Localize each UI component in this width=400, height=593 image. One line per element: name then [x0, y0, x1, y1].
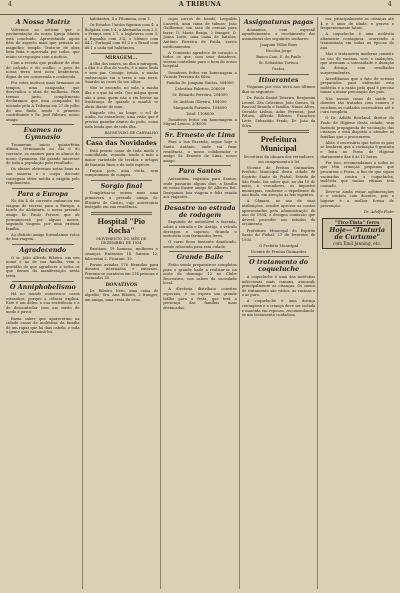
- article-title: O Anniphobelismo: [9, 282, 76, 291]
- donation-item: Celestina Fabrício, 20$000: [174, 87, 226, 92]
- article-paragraph: Mas o tratamento moderno consiste no uso de vacinas, soro e inalações, que atenuam a intensidade e duração da doença, com resultados surpreendentes.: [320, 52, 394, 75]
- article-title: A Nossa Matriz: [15, 18, 71, 26]
- article-paragraph: No dia 4 do corrente embarcou em viagem de recreio para a Europa, a bordo do Alcântara, o nosso prezado amigo Sr. Paulo Ferrari, que ali permanecerá por alguns meses, seguindo viagem, por uma extensa família.: [6, 199, 80, 231]
- article-paragraph: O Dr. Adolfo Rowland, diretor do Posto de Higiene desta cidade, vem fazendo propaganda de vacinação das crianças e está disposto a atender as famílias que o procurarem.: [320, 116, 394, 139]
- columns: [4, 17, 396, 589]
- section-heading: DONATIVOS: [105, 282, 138, 288]
- donation-item: Sr. Eduardo Ferreira, 20$000: [172, 93, 228, 98]
- divider: [248, 256, 310, 257]
- poem-stanza: Naquele céu, ao longe, o sol de sonho, no entardecer, uma visão que é preciso guardar dentro do peito, como toda lenda que de toda ilha.: [84, 110, 159, 129]
- article-title: Casa das Novidades: [86, 139, 157, 148]
- article-paragraph: Existiam: 19 homens, mulheres e crianças. Entraram 14. Saíram 12, faleceram 2. Ficaram: 19.: [84, 247, 159, 261]
- article-paragraph: Donativos feitos em homenagem a Miguel Lemos, 20$000.: [163, 117, 237, 127]
- column-1: [4, 17, 83, 589]
- divider: [12, 244, 74, 245]
- article-paragraph: Para a sua Fazenda, segue hoje a Santo Antônio, onde vai fixar residência, o nosso colaborador e amigo Sr. Ernesto de Lima, nosso amigo.: [163, 140, 237, 163]
- divider: [169, 202, 231, 203]
- divider: [12, 281, 74, 282]
- article-title: Para Santos: [178, 167, 222, 176]
- divider: [91, 212, 153, 215]
- page-header: [0, 0, 400, 15]
- subscriber-item: Nicolau Jorge: [265, 48, 292, 53]
- divider: [169, 129, 231, 130]
- article-paragraph: O sr. João Alfredo Ribeiro, em seu nome e no de sua família, vem a gratidão de que agradecer a todos os que deram da manifestação nesta terra.: [6, 255, 80, 278]
- article-title: Sr. Ernesto de Lima: [164, 130, 236, 139]
- hospital-subtitle: MOVIMENTO DO MÊS DE DEZEMBRO DE 1934: [96, 236, 147, 246]
- article-paragraph: A diretoria distribuiu convites especiais, e se espera um grande brilho para a festa, que terá a presença das famílias mais destacadas.: [163, 287, 237, 310]
- subscriber-item: Gratos.: [271, 67, 286, 72]
- article-title: Agradecendo: [19, 246, 67, 255]
- article-paragraph: Dr. Ribeiro Neto, uma caixa de algodão; Sra. Ana Ribeiro, 2 frangos; um amigo, uma cesta de ovos.: [84, 288, 159, 302]
- article-paragraph: Basta saber que apareceram na cidade casos de moléstias da família de um rapaz que há dias cabelo, e toda a gente quis examiná-los.: [6, 316, 80, 335]
- column-3: [161, 17, 240, 589]
- article-paragraph: Aliás, é necessário que todos os pais se lembrem que a vacinação é gratuita e feita no Posto de Higiene diariamente das 8 às 11 horas.: [320, 140, 394, 159]
- article-signature: Dr. Adolfo Flohr: [364, 209, 394, 214]
- article-paragraph: Foram aviadas 176 fórmulas para doentes internados e externos. Fizeram-se curativos em 214 pessoas e vacinados 30.: [84, 262, 159, 281]
- subscriber-item: Banco Com. E. do Paulo: [256, 54, 301, 59]
- article-paragraph: ros, principalmente as crianças até 4 e 5 anos de idade, e graves e frequentemente fatais.: [320, 17, 394, 31]
- divider: [12, 124, 74, 125]
- article-paragraph: A coqueluche é uma das moléstias infecciosas mais comuns, atacando principalmente as crianças. Os meios de tratamento são vários, as vacinas e o ar puro.: [241, 274, 316, 298]
- article-paragraph: Nas nossas casas de saúde os doentes são tratados com esmero e recebem os cuidados necessários até à cura completa.: [320, 96, 394, 115]
- poem-stanza: A ilha dos mares, ou ilha a miragem, a ilha é a ilha de vocês, é a mais linda e sem par. Comigo, irmão, a minha embarcação vai a terra a sua terra. Guardei as cores do seu olhar.: [84, 61, 159, 85]
- divider: [91, 53, 153, 54]
- article-paragraph: Por estes motivos mais firmamos os tempos, uma campanha que desvendou a obra de melhoria. Para termos justo, complemento declaramos que essa campanha foi iniciada pela A Tribuna em 27 de julho do ano findo, tendo o primeiro contribuinte o Sr. José Ribeiro, nosso amigo.: [6, 81, 80, 122]
- article-paragraph: Volvemos ao noticiar que o pavimentação do nosso Igreja Matriz está concluído. Aproveitando agora fiéis de aspecto mais que pensam no magnífico templo. Trata-se de obra bem feita e aprovada por todos, que muito se regozijou com a notícia.: [6, 27, 80, 60]
- article-paragraph: A Comissão agradece de coração a todos os que, com seus donativos, vieram contribuir para o bem do nosso hospital.: [163, 50, 237, 69]
- poem-stanza: Não te escondo, no vale, a minha ilha e o que há nela. Que mágoa quem não a ama, quem não a viu brotar na lembrança de quando a manhã se abriu diante de mim.: [84, 86, 159, 109]
- article-paragraph: Por isso, recomendamos a todos os que têm crianças pequenas que procurem o Posto, a fim de que sejam vacinadas contra a coqueluche, moléstia que tantas vítimas tem causado.: [320, 160, 394, 188]
- article-paragraph: Está pronto casar de toda moda e comodidade, reunida, tendo à mão a maior variedade de tecidos e artigos de fantasia finos e de toda espécie.: [84, 148, 159, 167]
- article-title: O tratamento do coqueluche: [249, 258, 309, 274]
- article-paragraph: Com a receita que produzir de obra de calçado e do soalho, o povo de nossa terra terá nova benfeitoria, digna de ser conservada e conhecida.: [6, 61, 80, 79]
- section-subtitle: Secretário da câmara dos vereadores em cumprimento à lei: [243, 155, 314, 164]
- divider: [169, 251, 231, 252]
- article-paragraph: Prefeitura Municipal do Espírito Santo do Pinhal, 27 de fevereiro de 1935.: [241, 228, 316, 242]
- article-title: Para a Europa: [17, 189, 69, 198]
- divider: [91, 137, 153, 138]
- article-paragraph: Completou-se ontem mais uma primavera o prezado amigo Sr. Elisiário de Castro, cujo aniversário festejado em sua residência.: [84, 191, 159, 210]
- hospital-title: Hospital "Pio Rocha": [97, 216, 146, 235]
- article-paragraph: Dr. Paulo Daniel Teixeira, Benjamim Leonel, Zéo Celestino, João Gomes, Sr. Pascoal Branda e família, Ninon Alves, Osvaldo Lisboa, Adão Ferreira, José Peluso, Alfredo Ribeiro, Francisco Leite, Sebastião Prado, Dr. João da Silva.: [241, 95, 316, 128]
- article-paragraph: Anteontem, viajaram para Santos, onde passarão alguns dias, a família de nosso ilustre amigo Sr. Alberto Bel. Desejamos boa viagem e feliz estada aos viajantes.: [163, 176, 237, 200]
- subscriber-item: Sr. Sebastião Tortoca: [258, 61, 299, 66]
- article-title: Itinerantes: [258, 75, 299, 84]
- column-5: [318, 17, 396, 589]
- article-paragraph: Acusamos, com especial agradecimento, o recebimento das assinaturas dos seguintes senhores:: [241, 27, 316, 41]
- article-paragraph: Trouxeram início quinta-feira última, terminando no dia 6 do corrente, os exames para os alunos do nosso Gymnasio. Há grande interesse de toda a população pelo resultado.: [6, 142, 80, 166]
- article-paragraph: Vicente de Freitas Guimarães, Prefeito Municipal desta cidade de Espírito Santo do Pinhal, Estado de São Paulo, faz saber que, no dia 10 de maio, a vereadores, os impostos municipais, conforme o expediente do ano findo, em atenção as leis vigentes.: [241, 165, 316, 198]
- article-paragraph: O carro ficou bastante danificado, sendo rebocado para esta cidade.: [163, 240, 237, 249]
- ad-heading: "Tiro-Tinta" ferro: [334, 221, 380, 227]
- subscriber-item: Joaquim Villas Boas: [260, 42, 298, 47]
- article-paragraph: cujos carros de bonde, Leopoldo Luzzetti, uma caixa de tábuas; João Guilherme, um saco de cereais para fazer; D. Maria Braga, 2 frangos; D. Joana Leite, uma caixa de batatas; Antônio Ferreira de Paula, varios medicamentos.: [163, 17, 237, 49]
- article-paragraph: Seguindo de automóvel a fazenda, sobre a estrada o Dr. Araújo, o veículo derrapou e capotou, ficando o motorista com ferimentos leves.: [163, 220, 237, 239]
- page-number-left: 4: [8, 1, 13, 8]
- article-title: MIRAGEM...: [105, 55, 138, 61]
- article-paragraph: Há no mundo numerosos casos estranhos, porque a ciência explica. Este é um deles: a sua resistência e a de descontrolar com um misto de medo e pavor.: [6, 292, 80, 315]
- section-title: Prefeitura Municipal: [260, 135, 297, 154]
- divider: [91, 180, 153, 181]
- column-2: [83, 17, 162, 589]
- article-paragraph: Donativos feitos em homenagem a Vicente Ferreira da Silva.: [163, 70, 237, 80]
- article-title: Sorgio final: [100, 181, 143, 190]
- masthead: A TRIBUNA: [178, 1, 222, 8]
- article-paragraph: A coqueluche é uma doença contagiosa e a criança deve ser isolada e mantida em repouso, recomendando-se um tratamento cuidadoso.: [241, 299, 316, 318]
- signature-name: Vicente de Freitas Guimarães: [250, 249, 307, 254]
- article-paragraph: Os Estados Unidos figuram com 4, a Bulgária com 1.4, a Alemanha com 2.5, a França com 2.7, a Inglaterra com 3, a Espanha com 3.4, o México com 44.1, Portugal com 63.2 e o Brasil com 68.1 a cada mil habitantes.: [84, 23, 159, 51]
- article-title: Grande Baile: [176, 253, 224, 262]
- article-paragraph: Ao distinto amigo formulamos votos de boa viagem.: [6, 232, 80, 242]
- signature-title: O Prefeito Municipal: [259, 243, 299, 248]
- donation-item: Margarida Forneiro, 10$000: [173, 105, 227, 110]
- divider: [248, 74, 310, 75]
- divider: [248, 130, 310, 133]
- divider: [169, 165, 231, 166]
- donation-item: Sr. Antônio Oliveira, 10$000: [173, 99, 227, 104]
- article-paragraph: Os alunos obtiveram notas boas na sua maioria e o corpo docente conseguiu obter média a exigida pelo regulamento.: [6, 167, 80, 186]
- column-4: [240, 17, 319, 589]
- article-title: Exames no Gymnasio: [23, 126, 62, 142]
- article-paragraph: habitantes, 4 a Filomena, com 3.: [89, 17, 151, 21]
- poem-author: RAYMUNDO DE CARVALHO: [104, 130, 159, 135]
- donation-total: Total: 110$000: [185, 111, 215, 116]
- article-paragraph: A Câmara, no uso de suas atribuições, resolve aprovar as contas apresentadas pela administração do ano de 1934, e designa comissão que deverá proceder aos estudos do orçamento.: [241, 199, 316, 227]
- article-paragraph: Deve-se ainda evitar aglomerações e o contato com doentes, pois a higiene é a melhor forma de prevenção.: [320, 189, 394, 208]
- article-paragraph: Estão sendo preparativos completos para o grande baile a realizar-se na noite de domingo 12 no Clube Recreativo, nos salões da sociedade local.: [163, 262, 237, 286]
- ad-title: Hoje—"Tinturia de Curtume": [329, 225, 386, 242]
- article-paragraph: Acreditamos que o fato de sermos preparados para enfrentar esta moléstia é a razão pela qual é preciso tomar a maior precaução dos pais.: [320, 76, 394, 95]
- donation-item: Família Dr. Joaquim Santos, 50$000: [166, 81, 234, 86]
- divider: [12, 188, 74, 189]
- article-title: Desastre no estrada de rodagem: [164, 203, 236, 219]
- article-paragraph: Viajaram por esta terra nos últimos dias os seguintes:: [241, 85, 316, 94]
- advertisement-box: [322, 218, 392, 249]
- article-title: Assignaturas pagas: [243, 18, 314, 26]
- article-paragraph: A coqueluche é uma moléstia altamente contagiosa, ocorrendo a transmissão em todas as épocas do ano.: [320, 32, 394, 51]
- ad-detail: com Emil Jenning, etc.: [333, 241, 382, 247]
- page-number-right: 4: [387, 1, 392, 8]
- article-paragraph: Façam pois, uma visita, sem compromisso de compra.: [84, 168, 159, 178]
